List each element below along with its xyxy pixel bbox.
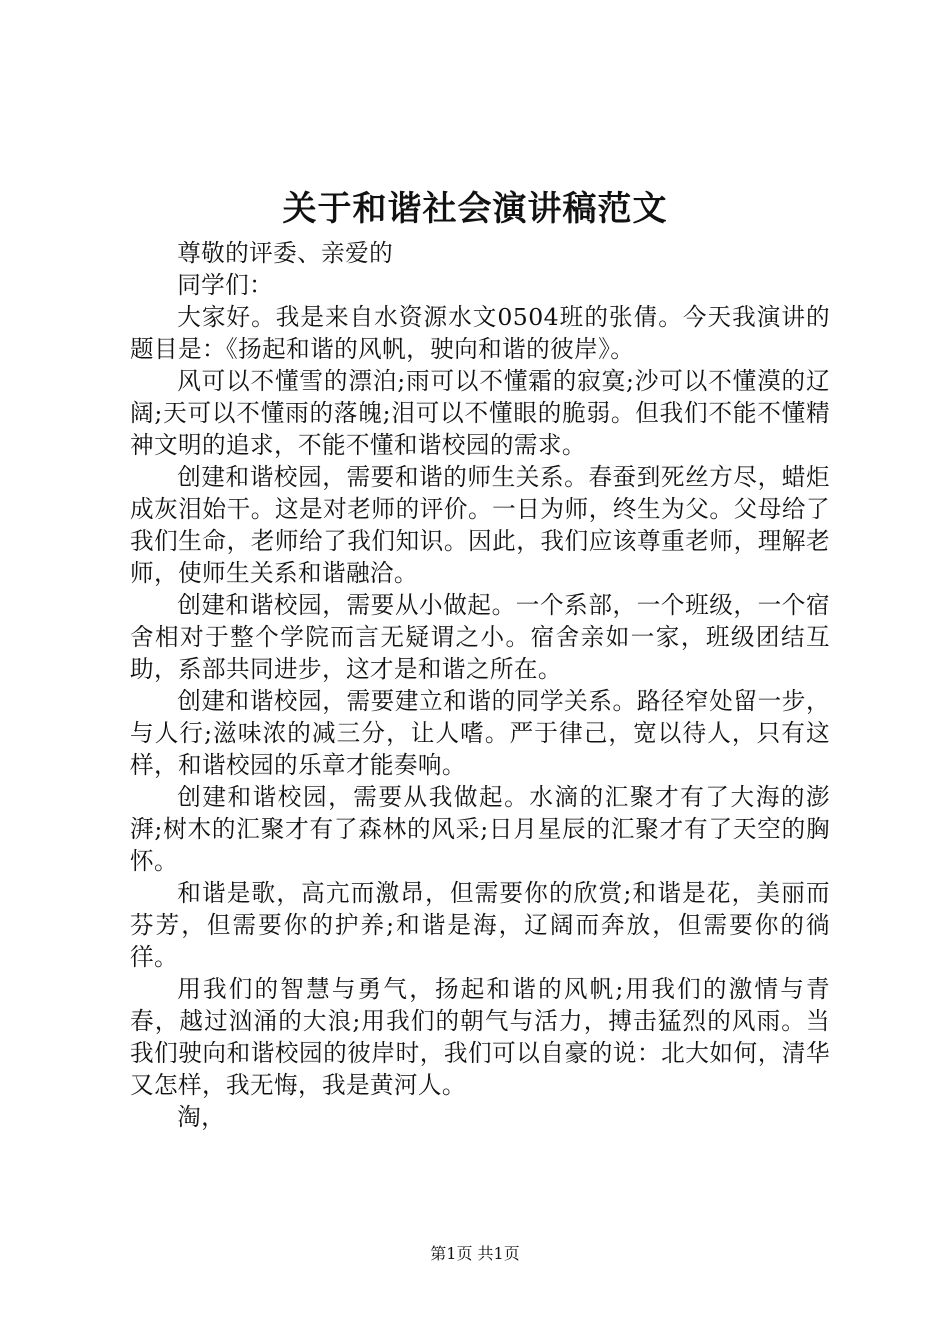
page-footer: 第1页 共1页 <box>430 1244 520 1263</box>
document-title: 关于和谐社会演讲稿范文 <box>282 189 668 229</box>
paragraph: 创建和谐校园，需要从小做起。一个系部，一个班级，一个宿舍相对于整个学院而言无疑谓之小。宿舍亲如一家，班级团结互助，系部共同进步，这才是和谐之所在。 <box>130 591 830 683</box>
paragraph: 创建和谐校园，需要建立和谐的同学关系。路径窄处留一步，与人行;滋味浓的减三分，让人嗜。严于律己，宽以待人，只有这样，和谐校园的乐章才能奏响。 <box>130 687 830 779</box>
paragraph: 淘， <box>177 1103 226 1131</box>
paragraph: 风可以不懂雪的漂泊;雨可以不懂霜的寂寞;沙可以不懂漠的辽阔;天可以不懂雨的落魄;泪可以不懂眼的脆弱。但我们不能不懂精神文明的追求，不能不懂和谐校园的需求。 <box>130 367 830 459</box>
paragraph: 创建和谐校园，需要从我做起。水滴的汇聚才有了大海的澎湃;树木的汇聚才有了森林的风采;日月星辰的汇聚才有了天空的胸怀。 <box>130 783 830 875</box>
paragraph: 创建和谐校园，需要和谐的师生关系。春蚕到死丝方尽，蜡炬成灰泪始干。这是对老师的评价。一日为师，终生为父。父母给了我们生命，老师给了我们知识。因此，我们应该尊重老师，理解老师，使师生关系和谐融洽。 <box>130 463 830 587</box>
paragraph: 尊敬的评委、亲爱的 <box>177 239 394 267</box>
paragraph: 和谐是歌，高亢而激昂，但需要你的欣赏;和谐是花，美丽而芬芳，但需要你的护养;和谐是海，辽阔而奔放，但需要你的徜徉。 <box>130 879 830 971</box>
document-body <box>130 237 830 1133</box>
paragraph: 同学们： <box>177 271 274 299</box>
paragraph: 大家好。我是来自水资源水文0504班的张倩。今天我演讲的题目是：《扬起和谐的风帆，驶向和谐的彼岸》。 <box>130 303 830 363</box>
paragraph: 用我们的智慧与勇气，扬起和谐的风帆;用我们的激情与青春，越过汹涌的大浪;用我们的朝气与活力，搏击猛烈的风雨。当我们驶向和谐校园的彼岸时，我们可以自豪的说：北大如何，清华又怎样，我无悔，我是黄河人。 <box>130 975 830 1099</box>
